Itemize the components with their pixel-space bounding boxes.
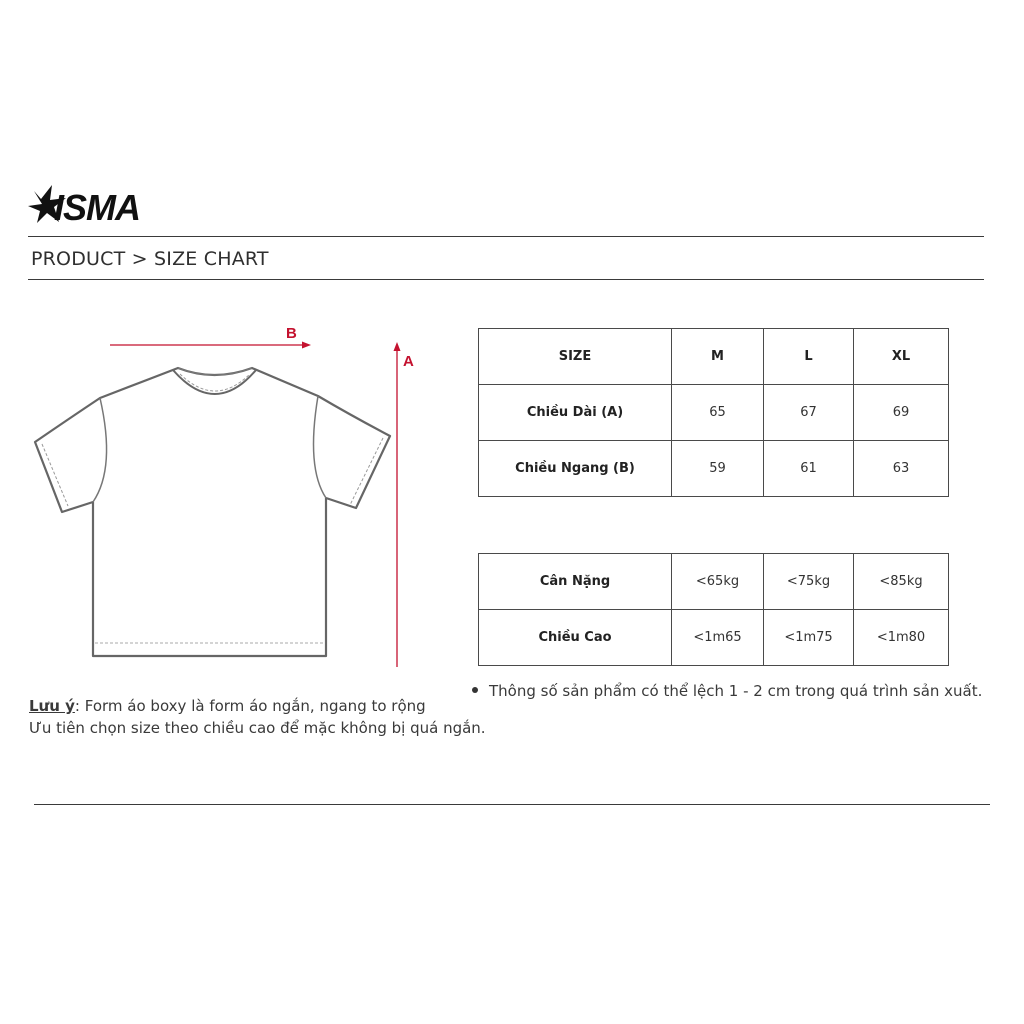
header-xl: XL: [854, 329, 949, 385]
tshirt-outline: [35, 368, 390, 656]
width-label: B: [286, 325, 297, 342]
table-row: [479, 554, 949, 610]
header-l: L: [764, 329, 854, 385]
table-header-row: [479, 329, 949, 385]
cell-value: <65kg: [672, 554, 764, 610]
bullet-icon: [472, 687, 478, 693]
tolerance-note: [472, 682, 982, 700]
fit-table: [478, 553, 949, 666]
note-line-2: Ưu tiên chọn size theo chiều cao để mặc không bị quá ngắn.: [29, 719, 486, 737]
row-label: Cân Nặng: [479, 554, 672, 610]
top-divider: [28, 236, 984, 237]
note-text: : Form áo boxy là form áo ngắn, ngang to rộng: [74, 697, 426, 715]
cell-value: 63: [854, 441, 949, 497]
breadcrumb-divider: [28, 279, 984, 280]
cell-value: <85kg: [854, 554, 949, 610]
cell-value: 59: [672, 441, 764, 497]
tolerance-text: Thông số sản phẩm có thể lệch 1 - 2 cm trong quá trình sản xuất.: [489, 682, 983, 700]
row-label: Chiều Ngang (B): [479, 441, 672, 497]
length-arrow-head: [394, 342, 401, 351]
cell-value: 69: [854, 385, 949, 441]
tshirt-diagram: [30, 318, 430, 678]
cell-value: 67: [764, 385, 854, 441]
cell-value: <1m65: [672, 610, 764, 666]
breadcrumb: PRODUCT > SIZE CHART: [31, 248, 269, 270]
row-label: Chiều Cao: [479, 610, 672, 666]
row-label: Chiều Dài (A): [479, 385, 672, 441]
bottom-divider: [34, 804, 990, 805]
header-m: M: [672, 329, 764, 385]
table-row: [479, 610, 949, 666]
logo-text: ISMA: [54, 187, 140, 226]
brand-logo: [28, 182, 156, 226]
cell-value: 65: [672, 385, 764, 441]
cell-value: 61: [764, 441, 854, 497]
width-arrow-head: [302, 342, 311, 349]
cell-value: <1m75: [764, 610, 854, 666]
cell-value: <75kg: [764, 554, 854, 610]
header-size: SIZE: [479, 329, 672, 385]
table-row: [479, 385, 949, 441]
table-row: [479, 441, 949, 497]
cell-value: <1m80: [854, 610, 949, 666]
length-label: A: [403, 353, 414, 370]
note-line-1: [29, 697, 426, 715]
note-key: Lưu ý: [29, 697, 75, 715]
size-table: [478, 328, 949, 497]
